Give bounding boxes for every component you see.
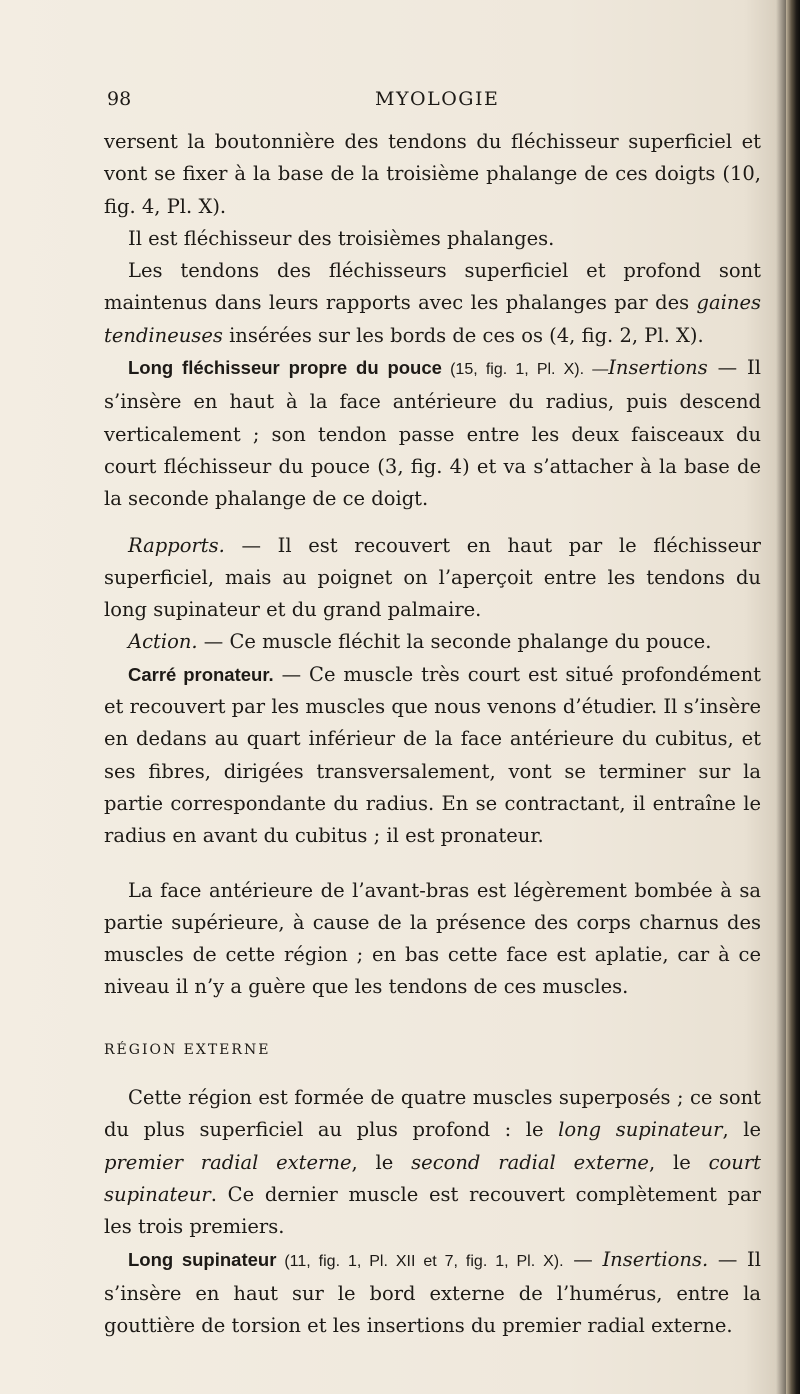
figure-reference: (11, fig. 1, Pl. XII et 7, fig. 1, Pl. X). xyxy=(276,1252,564,1270)
term-court-supinateur: court supinateur xyxy=(104,1150,762,1206)
paragraph-face-anterieure: La face antérieure de l’avant-bras est légèrement bombée à sa partie supérieure, à cause de la présence des corps charnus des muscles de cette région ; en bas cette face est aplatie, car à ce niveau il n’y a guère que les tendons de ces muscles. xyxy=(104,878,761,999)
label-rapports: Rapports. xyxy=(128,533,225,557)
page-number: 98 xyxy=(107,88,132,110)
paragraph-rapports-text: — Il est recouvert en haut par le fléchisseur superficiel, mais au poignet on l’aperçoit entre les tendons du long supinateur et du grand palmaire. xyxy=(104,533,761,622)
paragraph-long-flechisseur-text: — Il s’insère en haut à la face antérieure du radius, puis descend verticalement ; son tendon passe entre les deux faisceaux du court fléchisseur du pouce (3, fig. 4) et va s’attacher à la base de la seconde phalange de ce doigt. xyxy=(104,356,761,511)
term-long-supinateur: long supinateur xyxy=(558,1118,723,1142)
page-edge-shadow xyxy=(786,0,800,1394)
paragraph-long-supinateur xyxy=(104,1244,761,1343)
label-insertions: Insertions. xyxy=(602,1247,709,1271)
separator-text: , le xyxy=(351,1150,412,1174)
page-header xyxy=(107,88,759,118)
paragraph-3-text-end: insérées sur les bords de ces os (4, fig. 2, Pl. X). xyxy=(222,323,704,347)
paragraph-long-flechisseur xyxy=(104,352,761,515)
paragraph-1: versent la boutonnière des tendons du fléchisseur superficiel et vont se fixer à la base de la troisième phalange de ces doigts (10, fig. 4, Pl. X). xyxy=(104,130,761,218)
paragraph-3-text-start: Les tendons des fléchisseurs superficiel et profond sont maintenus dans leurs rapports avec les phalanges par des xyxy=(104,259,761,315)
term-second-radial-externe: second radial externe xyxy=(411,1150,649,1174)
dash: — xyxy=(563,1247,603,1271)
term-gaines-tendineuses: gaines tendineuses xyxy=(104,291,761,347)
heading-carre-pronateur: Carré pronateur. xyxy=(128,663,274,685)
term-premier-radial-externe: premier radial externe xyxy=(104,1150,352,1174)
running-title: MYOLOGIE xyxy=(375,88,500,110)
paragraph-action xyxy=(104,626,761,658)
paragraph-3 xyxy=(104,255,761,352)
heading-long-flechisseur: Long fléchisseur propre du pouce xyxy=(128,357,442,379)
section-title-region-externe: RÉGION EXTERNE xyxy=(104,1041,271,1058)
paragraph-region-externe-text-e: . Ce dernier muscle est recouvert complètement par les trois premiers. xyxy=(104,1182,761,1239)
separator-text: , le xyxy=(722,1118,762,1142)
heading-long-supinateur: Long supinateur xyxy=(128,1248,277,1270)
figure-reference: (15, fig. 1, Pl. X). — xyxy=(441,361,609,379)
paragraph-action-text: — Ce muscle fléchit la seconde phalange du pouce. xyxy=(197,630,712,654)
paragraph-carre-pronateur-text: — Ce muscle très court est situé profondément et recouvert par les muscles que nous venons d’étudier. Il s’insère en dedans au quart inférieur de la face antérieure du cubitus, et ses fibres, dirigées transversalement, vont se terminer sur la partie correspondante du radius. En se contractant, il entraîne le radius en avant du cubitus ; il est pronateur. xyxy=(104,662,761,848)
label-insertions: Insertions xyxy=(608,356,708,380)
label-action: Action. xyxy=(128,630,198,654)
paragraph-carre-pronateur xyxy=(104,659,761,853)
paragraph-region-externe-text-a: Cette région est formée de quatre muscles superposés ; ce sont du plus superficiel au plus profond : le xyxy=(104,1086,761,1142)
paragraph-rapports xyxy=(104,530,761,627)
separator-text: , le xyxy=(648,1150,709,1174)
body-text xyxy=(104,126,761,1342)
paragraph-long-supinateur-text: — Il s’insère en haut sur le bord externe de l’humérus, entre la gouttière de torsion et les insertions du premier radial externe. xyxy=(104,1247,761,1338)
paragraph-region-externe xyxy=(104,1082,761,1243)
paragraph-2: Il est fléchisseur des troisièmes phalanges. xyxy=(128,226,555,250)
